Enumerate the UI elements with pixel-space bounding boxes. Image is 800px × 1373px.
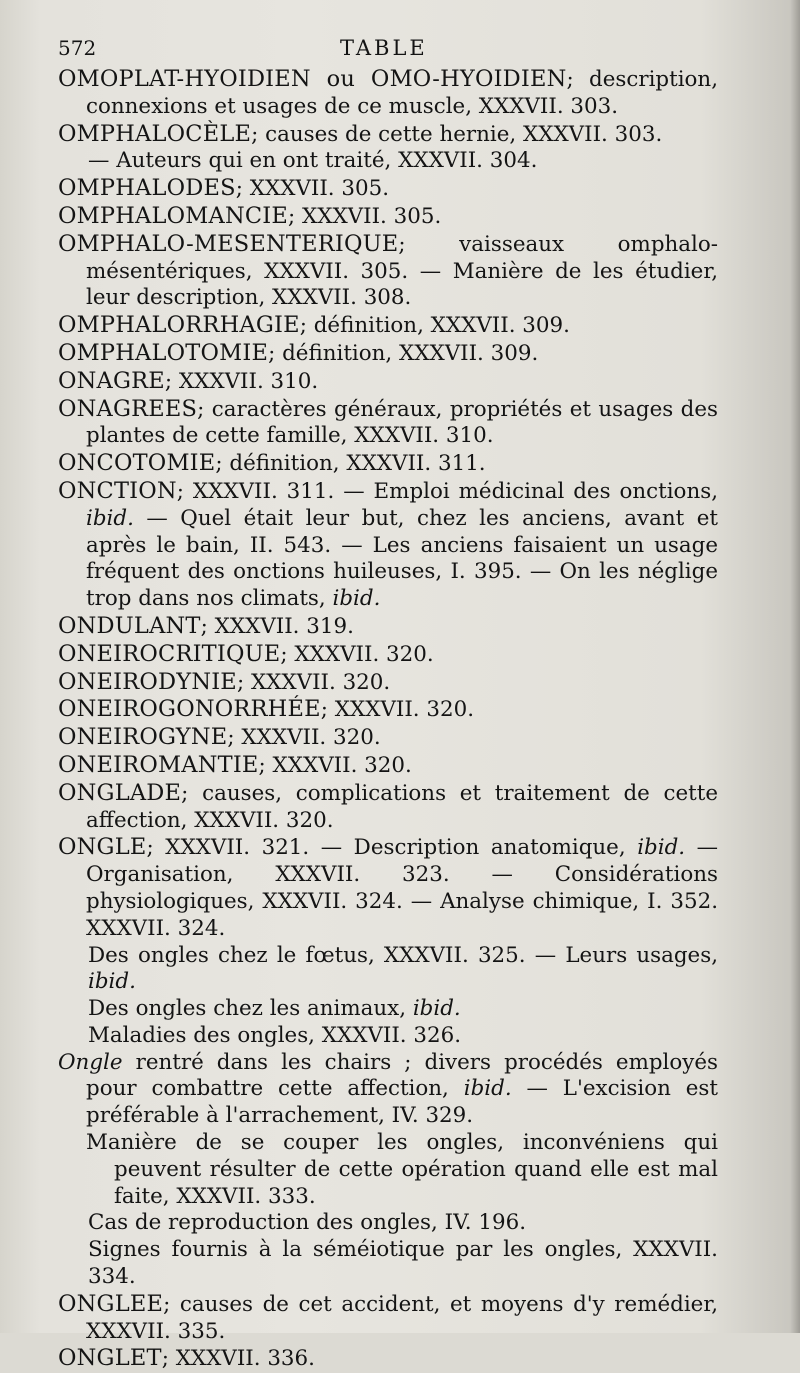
index-entry: ONDULANT; XXXVII. 319. [58,612,354,639]
index-entry: OMPHALOCÈLE; causes de cette hernie, XXXVII. 303. [58,120,663,147]
index-entry: OMPHALOMANCIE; XXXVII. 305. [58,202,442,229]
index-subentry: Des ongles chez le fœtus, XXXVII. 325. — Leurs usages, ibid. [88,942,718,995]
index-entry: ONAGREES; caractères généraux, propriétés et usages des plantes de cette famille, XXXVII. 310. [58,395,718,449]
index-subentry: Signes fournis à la séméiotique par les ongles, XXXVII. 334. [88,1237,718,1290]
index-entry: ONEIROMANTIE; XXXVII. 320. [58,751,412,778]
index-entry: ONEIRODYNIE; XXXVII. 320. [58,668,391,695]
index-entry: OMPHALORRHAGIE; définition, XXXVII. 309. [58,312,570,339]
index-subentry: — Auteurs qui en ont traité, XXXVII. 304. [88,148,538,174]
index-entry: ONGLADE; causes, complications et traitement de cette affection, XXXVII. 320. [58,779,718,833]
page-number: 572 [58,36,97,60]
index-subentry: Cas de reproduction des ongles, IV. 196. [88,1210,527,1236]
index-entry: ONCTION; XXXVII. 311. — Emploi médicinal des onctions, ibid. — Quel était leur but, chez les anciens, avant et après le bain, II. 543. — Les anciens faisaient un usage fréquent des onctions huileuses, I. 395. — On les néglige trop dans nos climats, ibid. [58,477,718,612]
index-entry: ONEIROGYNE; XXXVII. 320. [58,724,381,751]
index-entry: ONEIROGONORRHÉE; XXXVII. 320. [58,696,475,723]
index-entries [58,66,718,1373]
index-entry: OMOPLAT-HYOIDIEN ou OMO-HYOIDIEN; description, connexions et usages de ce muscle, XXXVII. 303. [58,66,718,119]
index-entry: ONCOTOMIE; définition, XXXVII. 311. [58,450,486,477]
index-entry: ONAGRE; XXXVII. 310. [58,367,319,394]
index-entry: ONEIROCRITIQUE; XXXVII. 320. [58,640,434,667]
index-entry: OMPHALOTOMIE; définition, XXXVII. 309. [58,339,539,366]
running-title: TABLE [340,36,428,60]
index-subentry: Des ongles chez les animaux, ibid. [88,996,461,1022]
index-entry: ONGLE; XXXVII. 321. — Description anatomique, ibid. — Organisation, XXXVII. 323. — Considérations physiologiques, XXXVII. 324. — Analyse chimique, I. 352. XXXVII. 324. [58,834,718,941]
index-entry: ONGLET; XXXVII. 336. [58,1345,315,1372]
index-entry-ongle-rentre: Ongle rentré dans les chairs ; divers procédés employés pour combattre cette affection, ibid. — L'excision est préférable à l'arrachement, IV. 329. [58,1049,719,1129]
page-header [58,36,738,66]
index-entry: OMPHALODES; XXXVII. 305. [58,175,390,202]
index-subentry: Manière de se couper les ongles, inconvéniens qui peuvent résulter de cette opération quand elle est mal faite, XXXVII. 333. [86,1130,718,1209]
index-entry: ONGLEE; causes de cet accident, et moyens d'y remédier, XXXVII. 335. [58,1290,718,1344]
index-subentry: Maladies des ongles, XXXVII. 326. [88,1022,462,1048]
index-entry: OMPHALO-MESENTERIQUE; vaisseaux omphalo-mésentériques, XXXVII. 305. — Manière de les étudier, leur description, XXXVII. 308. [58,230,718,311]
